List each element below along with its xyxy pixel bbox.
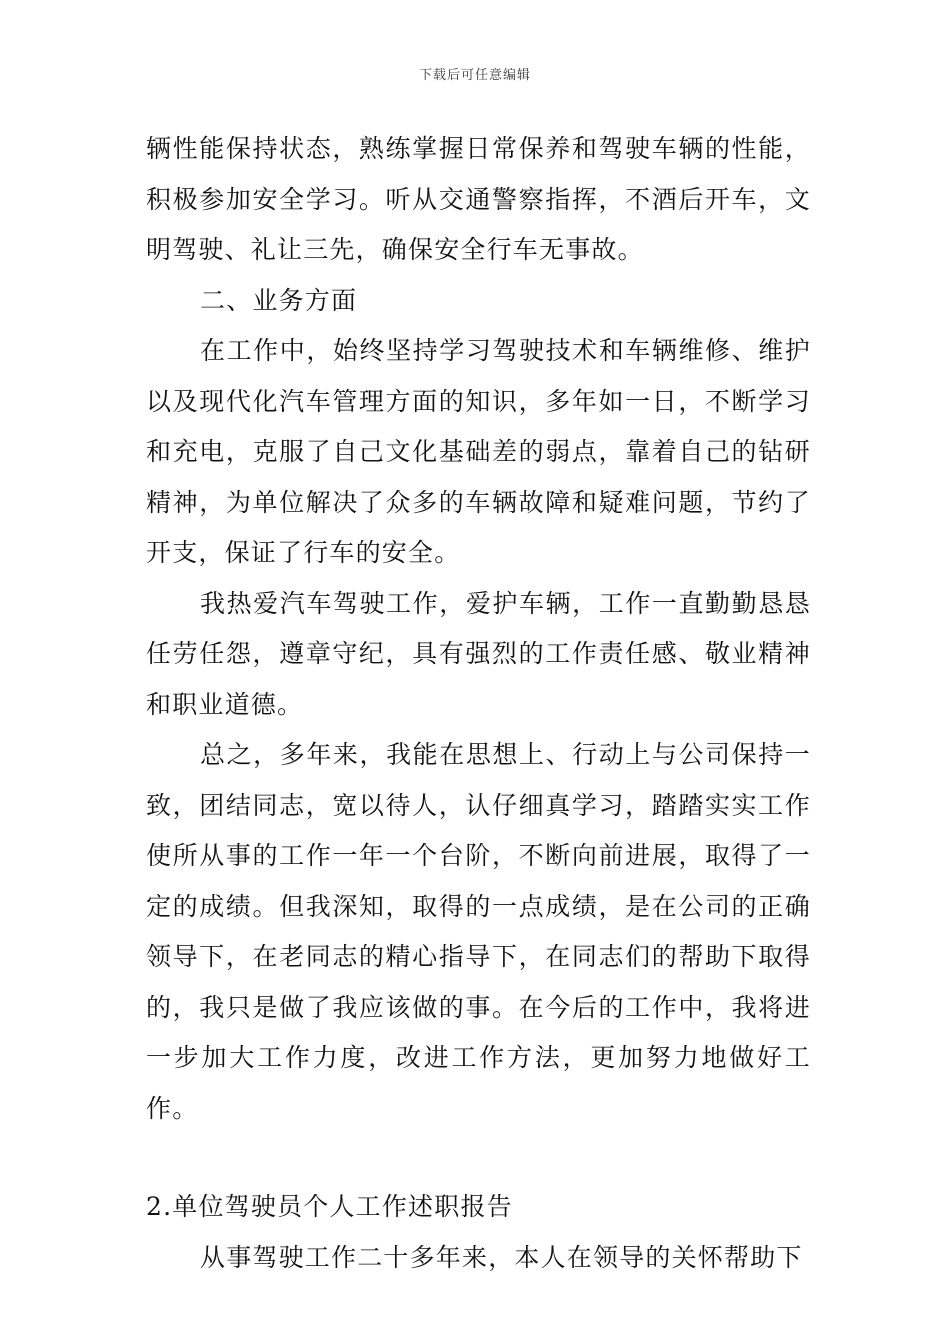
document-body [146, 124, 811, 1283]
section-heading-business: 二、业务方面 [200, 285, 358, 315]
paragraph-business-learning: 在工作中，始终坚持学习驾驶技术和车辆维修、维护以及现代化汽车管理方面的知识，多年如一日，不断学习和充电，克服了自己文化基础差的弱点，靠着自己的钻研精神，为单位解决了众多的车辆故障和疑难问题，节约了开支，保证了行车的安全。 [146, 336, 811, 567]
article-title: 2.单位驾驶员个人工作述职报告 [146, 1192, 513, 1221]
paragraph-summary: 总之，多年来，我能在思想上、行动上与公司保持一致，团结同志，宽以待人，认仔细真学习，踏踏实实工作使所从事的工作一年一个台阶，不断向前进展，取得了一定的成绩。但我深知，取得的一点成绩，是在公司的正确领导下，在老同志的精心指导下，在同志们的帮助下取得的，我只是做了我应该做的事。在今后的工作中，我将进一步加大工作力度，改进工作方法，更加努力地做好工作。 [146, 740, 811, 1123]
paragraph-article2-intro: 从事驾驶工作二十多年来，本人在领导的关怀帮助下 [200, 1242, 803, 1272]
header-note: 下载后可任意编辑 [418, 68, 531, 83]
paragraph-vehicle-maintenance: 辆性能保持状态，熟练掌握日常保养和驾驶车辆的性能，积极参加安全学习。听从交通警察指挥，不酒后开车，文明驾驶、礼让三先，确保安全行车无事故。 [146, 134, 811, 264]
section-gap [146, 1134, 811, 1182]
paragraph-work-attitude: 我热爱汽车驾驶工作，爱护车辆，工作一直勤勤恳恳任劳任怨，遵章守纪，具有强烈的工作责任感、敬业精神和职业道德。 [146, 588, 811, 719]
